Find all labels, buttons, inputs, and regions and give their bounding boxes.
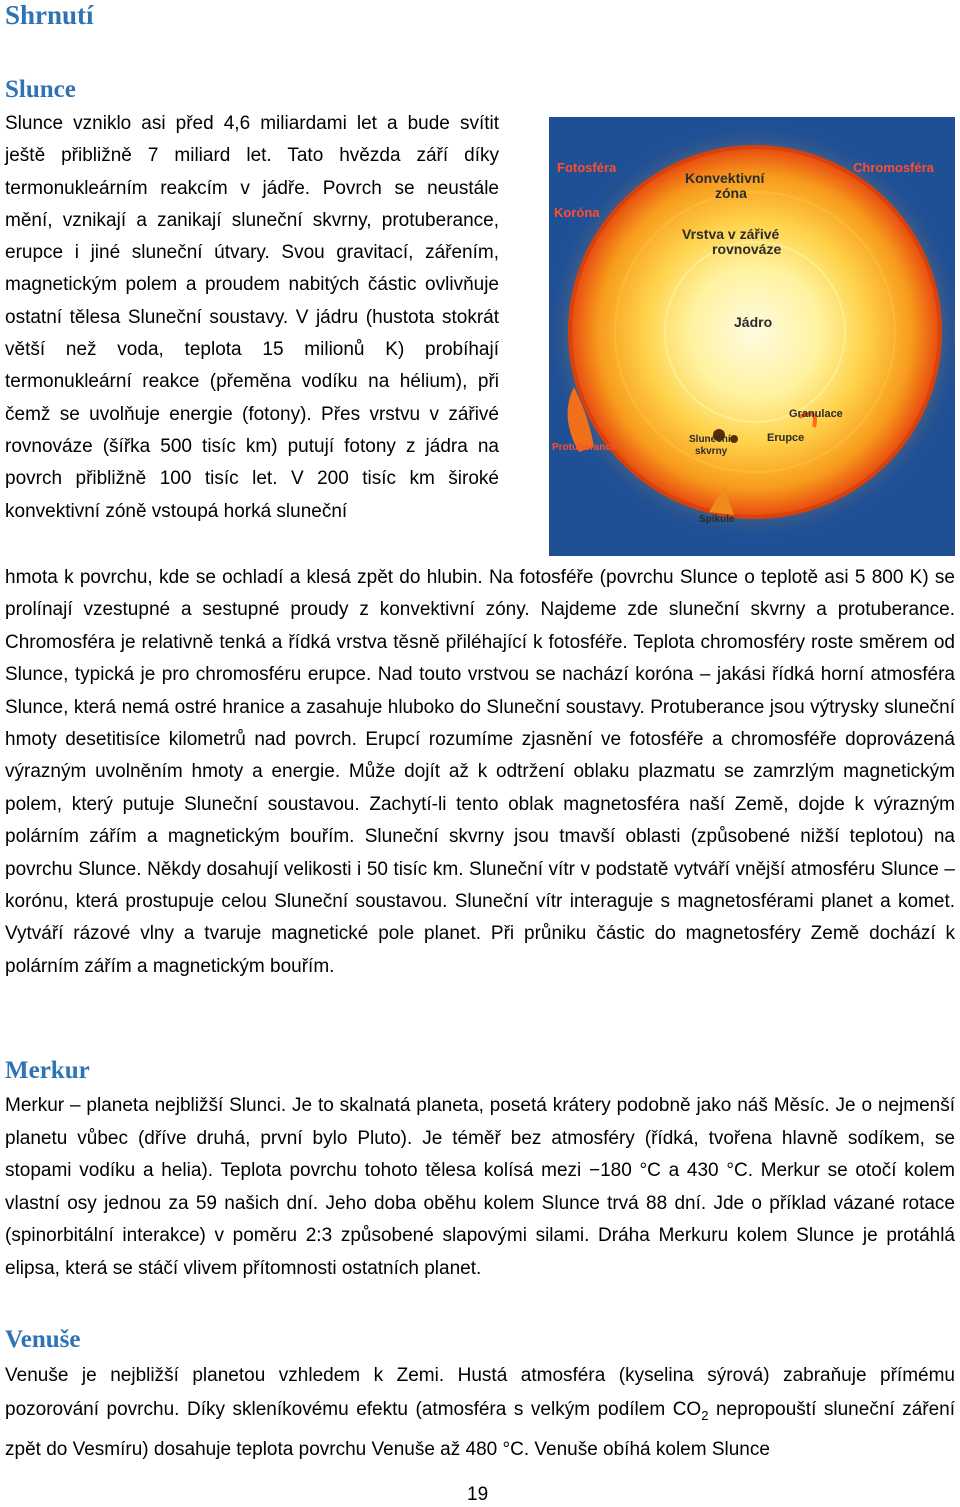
- label-fotosfera: Fotosféra: [557, 160, 617, 175]
- merkur-paragraph: Merkur – planeta nejbližší Slunci. Je to skalnatá planeta, posetá krátery podobně jako náš Měsíc. Je o nejmenší planetu vůbec (dříve druhá, první bylo Pluto). Je téměř bez atmosféry (řídká, tvořena hlavně sodíkem, se stopami vodíku a helia). Teplota povrchu tohoto tělesa kolísá mezi −180 °C a 430 °C. Merkur se otočí kolem vlastní osy jednou za 59 našich dní. Jeho doba oběhu kolem Slunce trvá 88 dní. Jde o příklad vázané rotace (spinorbitální interakce) v poměru 2:3 způsobené slapovými silami. Dráha Merkuru kolem Slunce je protáhlá elipsa, která se stáčí vlivem přítomnosti ostatních planet.: [5, 1095, 955, 1279]
- label-chromosfera: Chromosféra: [853, 160, 934, 175]
- label-skvrny-1: Sluneční: [689, 434, 731, 445]
- section-title-merkur: Merkur: [5, 1057, 90, 1084]
- label-zona: zóna: [715, 185, 747, 201]
- label-spikule: Spikule: [699, 514, 735, 525]
- section-title-slunce: Slunce: [5, 76, 76, 103]
- label-erupce: Erupce: [767, 432, 805, 444]
- label-protuberance: Protuberance: [552, 442, 617, 453]
- page-heading: Shrnutí: [5, 0, 94, 30]
- label-granulace: Granulace: [789, 408, 843, 420]
- label-vrstva-1: Vrstva v zářivé: [682, 226, 780, 242]
- section-title-venuse: Venuše: [5, 1326, 81, 1353]
- slunce-paragraph-full: hmota k povrchu, kde se ochladí a klesá zpět do hlubin. Na fotosféře (povrchu Slunce o teplotě asi 5 800 K) se prolínají vzestupné a sestupné proudy z konvektivní zóny. Najdeme zde sluneční skvrny a protuberance. Chromosféra je relativně tenká a řídká vrstva těsně přiléhající k fotosféře. Teplota chromosféry roste směrem od Slunce, typická je pro chromosféru erupce. Nad touto vrstvou se nachází koróna – jakási řídká horní atmosféra Slunce, která nemá ostré hranice a zasahuje hluboko do Sluneční soustavy. Protuberance jsou výtrysky sluneční hmoty desetitisíce kilometrů nad povrch. Erupcí rozumíme zjasnění ve fotosféře a chromosféře doprovázená výrazným uvolněním hmoty a energie. Může dojít až k odtržení oblaku plazmatu se zamrzlým magnetickým polem, který putuje Sluneční soustavou. Zachytí-li tento oblak magnetosféra naší Země, dojde k výrazným polárním zářím a magnetickým bouřím. Sluneční skvrny jsou tmavší oblasti (způsobené nižší teplotou) na povrchu Slunce. Někdy dosahují velikosti i 50 tisíc km. Sluneční vítr v podstatě vytváří vnější atmosféru Slunce – korónu, která prostupuje celou Sluneční soustavou. Sluneční vítr interaguje s magnetosférami planet a komet. Vytváří rázové vlny a tvaruje magnetické pole planet. Při průniku částic do magnetosféry Země dochází k polárním zářím a magnetickým bouřím.: [5, 567, 955, 977]
- co2-subscript: 2: [701, 1407, 709, 1423]
- label-vrstva-2: rovnováze: [712, 241, 782, 257]
- label-korona: Koróna: [554, 205, 600, 220]
- label-konvektivni: Konvektivní: [685, 170, 765, 186]
- venuse-text-after: nepropouští sluneční záření zpět do Vesmíru) dosahuje teplota povrchu Venuše až 480 °C. Venuše obíhá kolem Slunce: [5, 1399, 956, 1460]
- slunce-paragraph-wrapped: Slunce vzniklo asi před 4,6 miliardami let a bude svítit ještě přibližně 7 miliard let. Tato hvězda září díky termonukleárním reakcím v jádře. Povrch se neustále mění, vznikají a zanikají sluneční skvrny, protuberance, erupce i jiné sluneční útvary. Svou gravitací, zářením, magnetickým polem a proudem nabitých částic ovlivňuje ostatní tělesa Sluneční soustavy. V jádru (hustota stokrát větší než voda, teplota 15 milionů K) probíhají termonukleární reakce (přeměna vodíku na hélium), při čemž se uvolňuje energie (fotony). Přes vrstvu v zářivé rovnováze (šířka 500 tisíc km) putují fotony z jádra na povrch přibližně 100 tisíc let. V 200 tisíc km široké konvektivní zóně vstoupá horká sluneční: [5, 113, 499, 522]
- venuse-text-before: Venuše je nejbližší planetou vzhledem k Zemi. Hustá atmosféra (kyselina sýrová) zabraňuje přímému pozorování povrchu. Díky skleníkovému efektu (atmosféra s velkým podílem CO: [5, 1365, 955, 1420]
- page-number: 19: [467, 1484, 489, 1505]
- venuse-paragraph: [5, 1359, 955, 1467]
- sun-structure-diagram: [549, 117, 955, 556]
- label-skvrny-2: skvrny: [695, 446, 728, 457]
- label-jadro: Jádro: [734, 314, 773, 330]
- sun-structure-figure: [549, 117, 955, 556]
